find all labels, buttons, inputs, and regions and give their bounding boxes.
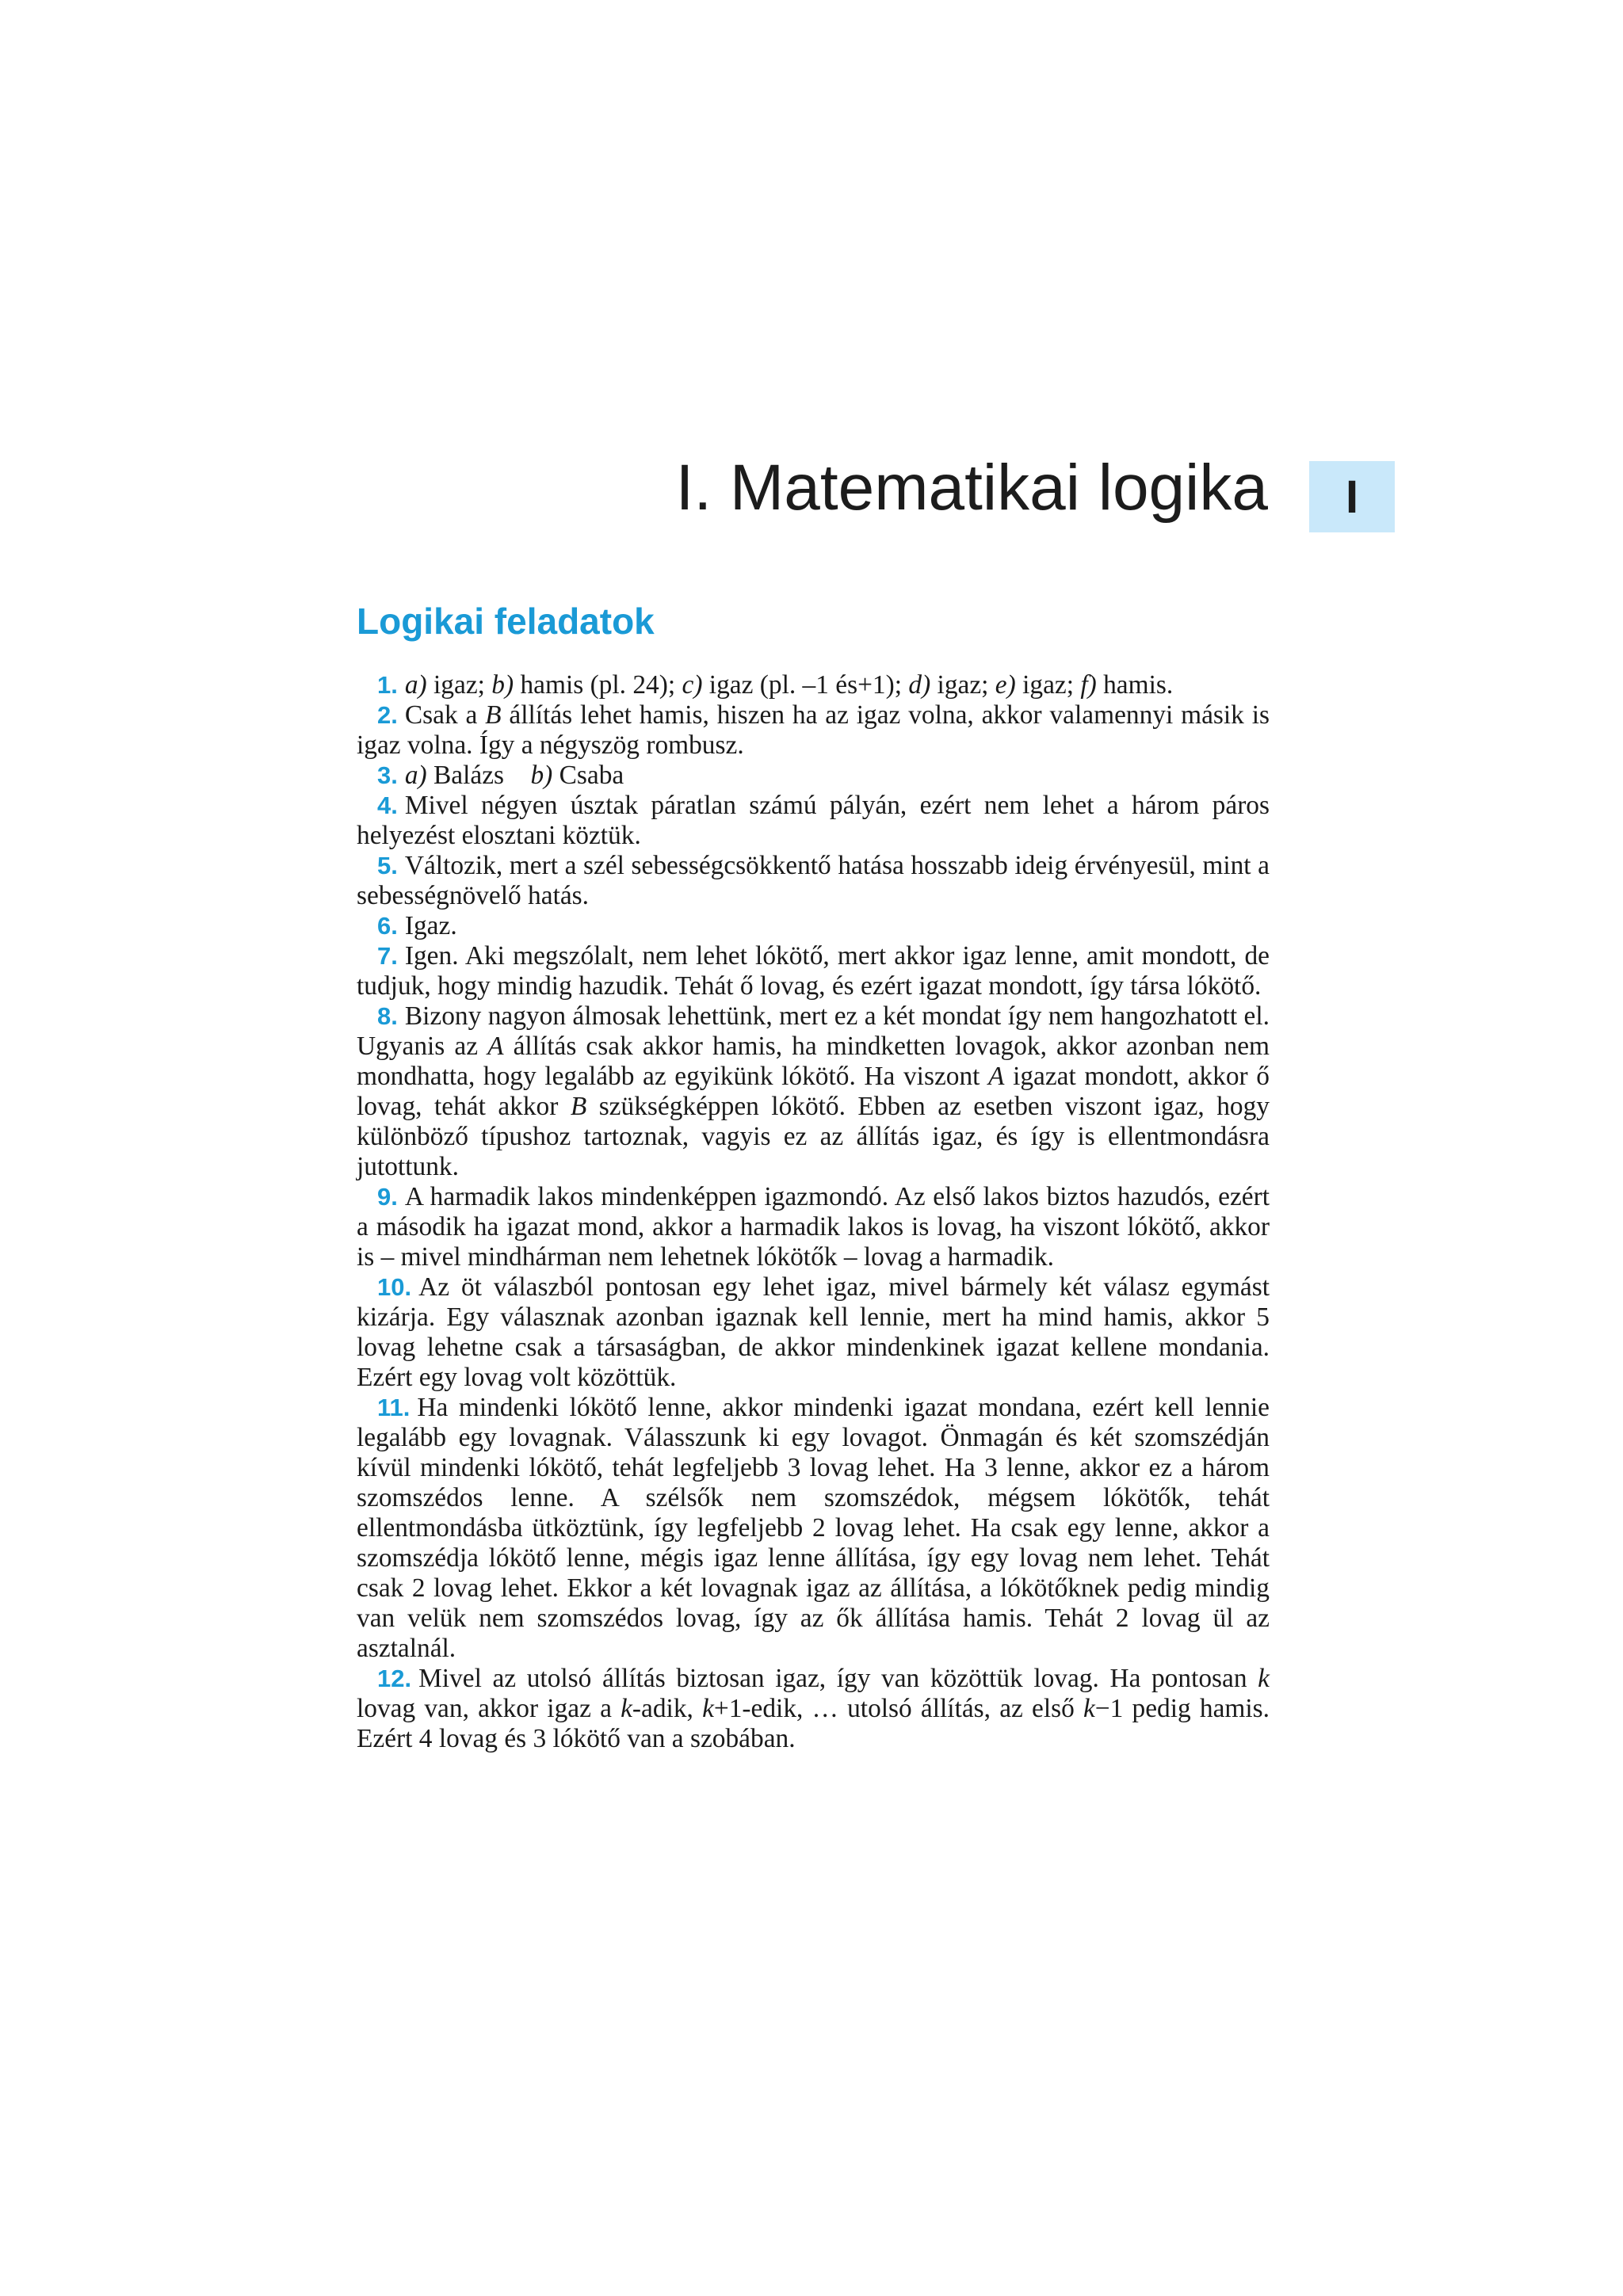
answer-text: hamis.: [1096, 670, 1174, 700]
answer-number: 6.: [377, 912, 398, 940]
answer-text: Igen. Aki megszólalt, nem lehet lókötő, mert akkor igaz lenne, amit mondott, de tudjuk, hogy mindig hazudik. Tehát ő lovag, és ezért igazat mondott, így társa lókötő.: [357, 941, 1270, 1001]
answer-text: igaz;: [1015, 670, 1081, 700]
answer-item: [357, 1664, 1270, 1754]
chapter-tab: [1309, 461, 1395, 532]
answer-italic-text: A: [487, 1032, 504, 1061]
answer-text: Bizony nagyon álmosak lehettünk, mert ez a két mondat így nem hangozhatott el. Ugyanis az: [357, 1001, 1270, 1061]
answer-item: [357, 1001, 1270, 1182]
answer-number: 4.: [377, 791, 398, 819]
answer-number: 10.: [377, 1273, 412, 1301]
answer-text: A harmadik lakos mindenképpen igazmondó. Az első lakos biztos hazudós, ezért a második ha igazat mond, akkor a harmadik lakos is lovag, ha viszont lókötő, akkor is – mivel mindhárman nem lehetnek lókötők – lovag a harmadik.: [357, 1182, 1270, 1272]
answer-text: állítás csak akkor hamis, ha mindketten lovagok, akkor azonban nem mondhatta, hogy legalább az egyikünk lókötő. Ha viszont: [357, 1032, 1270, 1091]
answer-item: [357, 851, 1270, 911]
answer-text: Mivel az utolsó állítás biztosan igaz, így van közöttük lovag. Ha pontosan: [418, 1664, 1258, 1693]
answer-list: [357, 670, 1270, 1754]
answer-italic-text: B: [570, 1092, 587, 1121]
answer-italic-text: a): [404, 761, 427, 790]
answer-item: [357, 700, 1270, 761]
answer-italic-text: k: [702, 1694, 714, 1723]
answer-text: Csak a: [404, 700, 486, 730]
answer-italic-text: a): [404, 670, 427, 700]
answer-text: szükségképpen lókötő. Ebben az esetben viszont igaz, hogy különböző típushoz tartoznak, vagyis ez az állítás igaz, és így is ellentmondásra jutottunk.: [357, 1092, 1270, 1181]
answer-text: Mivel négyen úsztak páratlan számú pályán, ezért nem lehet a három páros helyezést elosztani köztük.: [357, 791, 1270, 850]
answer-item: [357, 1393, 1270, 1664]
answer-text: igazat mondott, akkor ő lovag, tehát akkor: [357, 1062, 1270, 1121]
answer-text: -adik,: [632, 1694, 703, 1723]
answer-italic-text: b): [491, 670, 514, 700]
answer-item: [357, 1182, 1270, 1272]
answer-number: 1.: [377, 671, 398, 699]
answer-item: [357, 761, 1270, 791]
answer-number: 7.: [377, 942, 398, 970]
answer-italic-text: b): [530, 761, 553, 790]
answer-item: [357, 1272, 1270, 1393]
answer-italic-text: k: [1258, 1664, 1270, 1693]
answer-number: 2.: [377, 701, 398, 729]
answer-text: Igaz.: [404, 911, 457, 940]
answer-text: igaz;: [426, 670, 492, 700]
answer-item: [357, 941, 1270, 1001]
answer-text: állítás lehet hamis, hiszen ha az igaz volna, akkor valamennyi másik is igaz volna. Így a négyszög rombusz.: [357, 700, 1270, 760]
answer-text: hamis (pl. 24);: [514, 670, 682, 700]
answer-number: 12.: [377, 1665, 412, 1692]
answer-italic-text: e): [995, 670, 1016, 700]
answer-text: +1-edik, … utolsó állítás, az első: [713, 1694, 1083, 1723]
answer-italic-text: k: [1083, 1694, 1095, 1723]
section-title: Logikai feladatok: [357, 601, 655, 642]
answer-text: Csaba: [552, 761, 624, 790]
answer-italic-text: k: [621, 1694, 632, 1723]
answer-italic-text: f): [1080, 670, 1097, 700]
answer-text: −1 pedig hamis. Ezért 4 lovag és 3 lókötő van a szobában.: [357, 1694, 1270, 1753]
answer-number: 11.: [377, 1394, 411, 1421]
answer-italic-text: c): [682, 670, 703, 700]
answer-text: Az öt válaszból pontosan egy lehet igaz, mivel bármely két válasz egymást kizárja. Egy válasznak azonban igaznak kell lennie, mert ha mind hamis, akkor 5 lovag lehetne csak a társaságban, de akkor mindenkinek igazat kellene mondania. Ezért egy lovag volt közöttük.: [357, 1272, 1270, 1392]
answer-italic-text: B: [485, 700, 502, 730]
answer-text: Balázs: [426, 761, 531, 790]
answer-number: 9.: [377, 1183, 398, 1211]
answer-italic-text: d): [908, 670, 931, 700]
answer-italic-text: A: [988, 1062, 1005, 1091]
answer-text: igaz (pl. –1 és+1);: [702, 670, 909, 700]
answer-text: igaz;: [930, 670, 995, 700]
chapter-title: I. Matematikai logika: [675, 452, 1268, 524]
answer-item: [357, 791, 1270, 851]
answer-text: Változik, mert a szél sebességcsökkentő hatása hosszabb ideig érvényesül, mint a sebességnövelő hatás.: [357, 851, 1270, 910]
answer-number: 8.: [377, 1002, 398, 1030]
chapter-tab-label: I: [1345, 471, 1359, 523]
answer-item: [357, 670, 1270, 700]
answer-item: [357, 911, 1270, 941]
answer-number: 3.: [377, 761, 398, 789]
answer-text: lovag van, akkor igaz a: [357, 1694, 621, 1723]
answer-text: Ha mindenki lókötő lenne, akkor mindenki igazat mondana, ezért kell lennie legalább egy lovagnak. Válasszunk ki egy lovagot. Önmagán és két szomszédján kívül mindenki lókötő, tehát legfeljebb 3 lovag lehet. Ha 3 lenne, akkor ez a három szomszédos lenne. A szélsők nem szomszédok, mégsem lókötők, tehát ellentmondásba ütköztünk, így legfeljebb 2 lovag lehet. Ha csak egy lenne, akkor a szomszédja lókötő lenne, mégis igaz lenne állítása, így egy lovag nem lehet. Tehát csak 2 lovag lehet. Ekkor a két lovagnak igaz az állítása, a lókötőknek pedig mindig van velük nem szomszédos lovag, így az ők állítása hamis. Tehát 2 lovag ül az asztalnál.: [357, 1393, 1270, 1663]
answer-number: 5.: [377, 852, 398, 879]
